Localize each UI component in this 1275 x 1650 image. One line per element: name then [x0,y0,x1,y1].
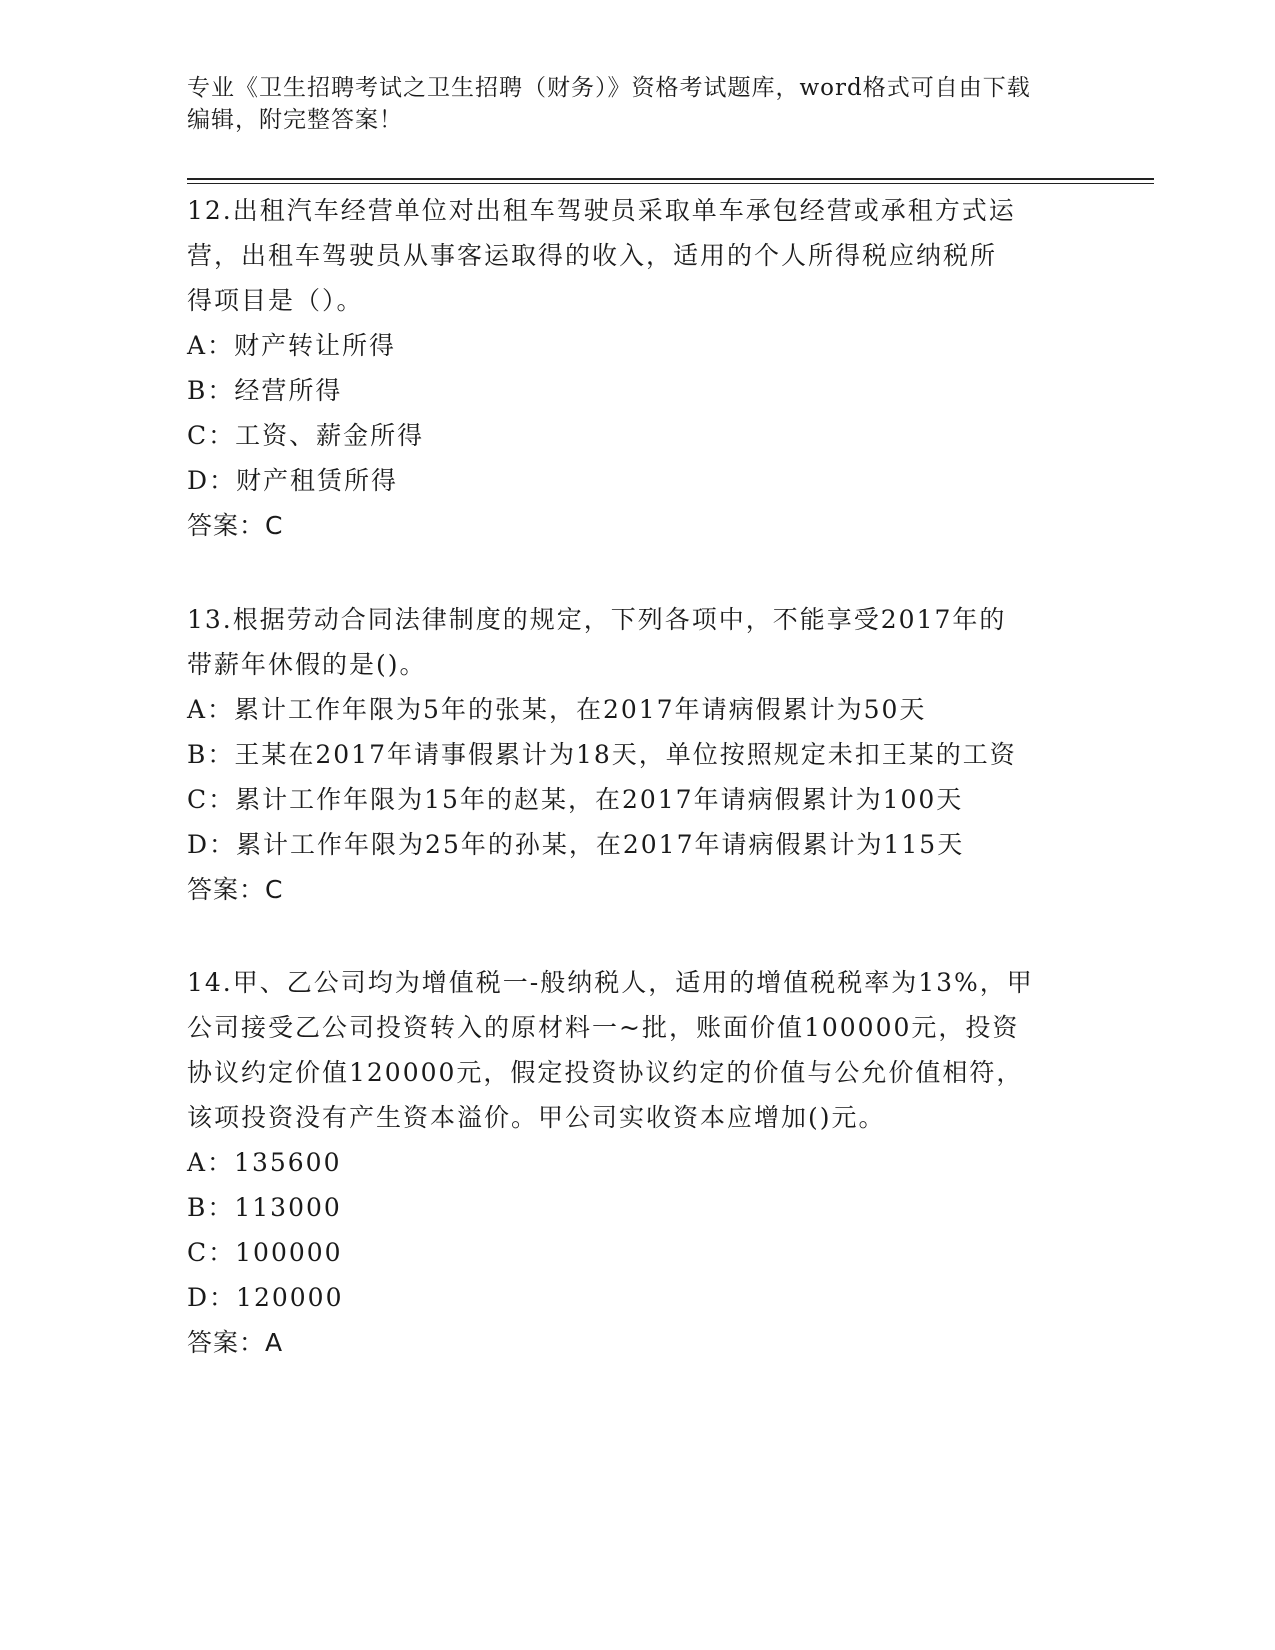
question-14-option-c: C：100000 [187,1238,343,1267]
question-13 [187,597,1087,912]
question-14-line-1: 14.甲、乙公司均为增值税一-般纳税人，适用的增值税税率为13%，甲 [187,968,1034,997]
question-14-option-b: B：113000 [187,1193,342,1222]
question-12-line-1: 12.出租汽车经营单位对出租车驾驶员采取单车承包经营或承租方式运 [187,196,1016,225]
question-14-line-2: 公司接受乙公司投资转入的原材料一~批，账面价值100000元，投资 [187,1013,1020,1042]
question-14-option-d: D：120000 [187,1283,344,1312]
question-13-option-c: C：累计工作年限为15年的赵某，在2017年请病假累计为100天 [187,785,964,814]
question-14-line-3: 协议约定价值120000元，假定投资协议约定的价值与公允价值相符， [187,1058,1024,1087]
question-13-answer: 答案：C [187,875,284,904]
question-12-option-b: B：经营所得 [187,376,343,405]
question-12-line-3: 得项目是（）。 [187,286,364,315]
question-12-option-c: C：工资、薪金所得 [187,421,425,450]
question-13-option-a: A：累计工作年限为5年的张某，在2017年请病假累计为50天 [187,695,927,724]
question-12-option-a: A：财产转让所得 [187,331,397,360]
header-line-2: 编辑，附完整答案！ [187,107,403,133]
document-header [187,72,1087,136]
question-13-line-1: 13.根据劳动合同法律制度的规定，下列各项中，不能享受2017年的 [187,605,1007,634]
question-13-option-b: B：王某在2017年请事假累计为18天，单位按照规定未扣王某的工资 [187,740,1017,769]
question-14-answer: 答案：A [187,1328,284,1357]
question-14 [187,960,1087,1365]
question-12-option-d: D：财产租赁所得 [187,466,399,495]
header-divider-thick [187,178,1154,180]
question-13-line-2: 带薪年休假的是()。 [187,650,427,679]
question-12 [187,188,1087,548]
header-line-1: 专业《卫生招聘考试之卫生招聘（财务）》资格考试题库，word格式可自由下载 [187,75,1031,101]
question-12-line-2: 营，出租车驾驶员从事客运取得的收入，适用的个人所得税应纳税所 [187,241,998,270]
question-14-option-a: A：135600 [187,1148,342,1177]
question-14-line-4: 该项投资没有产生资本溢价。甲公司实收资本应增加()元。 [187,1103,886,1132]
question-13-option-d: D：累计工作年限为25年的孙某，在2017年请病假累计为115天 [187,830,965,859]
question-12-answer: 答案：C [187,511,284,540]
header-divider-thin [187,183,1154,184]
